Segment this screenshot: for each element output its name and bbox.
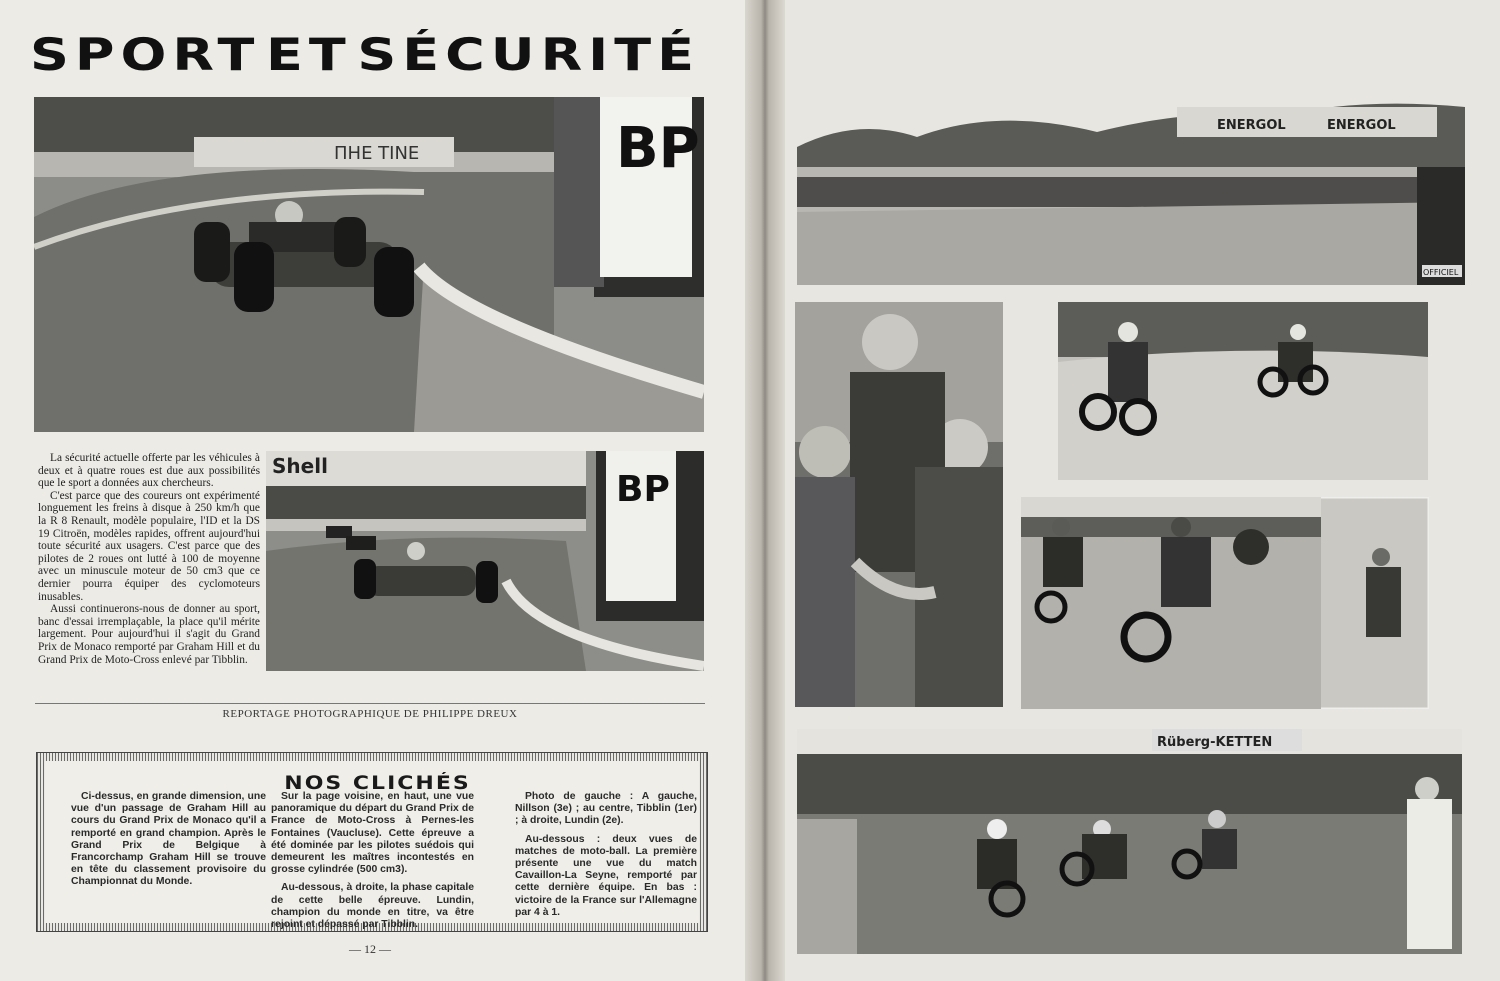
- caption-paragraph: Sur la page voisine, en haut, une vue panoramique du départ du Grand Prix de France de Moto-Cross à Pernes-les Fontaines (Vaucluse). Cette épreuve a été dominée par les pilotes suédois qui demeurent les maîtres incontestés en grosse cylindrée (500 cm3).: [271, 791, 474, 876]
- title-word-sport: SPORT: [30, 28, 261, 81]
- photo-motocross-start: [797, 37, 1465, 285]
- shell-sign-text: Shell: [272, 454, 328, 478]
- photo-monaco-small: [266, 451, 704, 671]
- photo-monaco-large: [34, 97, 704, 432]
- page-title: [30, 30, 700, 79]
- nos-cliches-column-3: [515, 791, 697, 925]
- caption-paragraph: Au-dessous, à droite, la phase capitale de cette belle épreuve. Lundin, champion du monde en titre, va être rejoint et dépassé par Tibblin.: [271, 882, 474, 931]
- energol-sign-1: ENERGOL: [1217, 118, 1286, 133]
- credit-rule-top: [35, 703, 705, 704]
- nos-cliches-title: NOS CLICHÉS: [284, 772, 471, 795]
- caption-paragraph: Photo de gauche : A gauche, Nillson (3e) ; au centre, Tibblin (1er) ; à droite, Lundin (2e).: [515, 791, 697, 827]
- bp-sign-text: BP: [616, 116, 700, 181]
- binding-gutter: [745, 0, 785, 981]
- caption-paragraph: Ci-dessus, en grande dimension, une vue d'un passage de Graham Hill au cours du Grand Prix de Monaco qu'il a remporté en grand champion. Après le Grand Prix de Belgique à Francorchamp Graham Hill se trouve en tête du classement provisoire du Championnat du Monde.: [71, 791, 266, 888]
- article-body: [38, 452, 260, 666]
- title-word-et: ET: [265, 28, 352, 81]
- ketten-banner: Rüberg-KETTEN: [1157, 735, 1273, 750]
- photo-riders-portrait: [795, 302, 1003, 707]
- right-page: [785, 0, 1500, 981]
- title-word-securite: SÉCURITÉ: [357, 28, 700, 81]
- photo-credit: REPORTAGE PHOTOGRAPHIQUE DE PHILIPPE DREUX: [222, 708, 518, 720]
- energol-sign-2: ENERGOL: [1327, 118, 1396, 133]
- bp-sign-text-small: BP: [616, 469, 670, 510]
- officiel-armband: OFFICIEL: [1423, 268, 1459, 277]
- photo-motoball-match: [1021, 497, 1429, 709]
- caption-paragraph: Au-dessous : deux vues de matches de moto-ball. La première présente une vue du match Cavaillon-La Seyne, remporté par cette dernière équipe. En bas : victoire de la France sur l'Allemagne par 4 à 1.: [515, 833, 697, 918]
- nos-cliches-column-2: [271, 791, 474, 937]
- article-paragraph: Aussi continuerons-nous de donner au sport, banc d'essai irremplaçable, la place qu'il mérite largement. Pour aujourd'hui il s'agit du Grand Prix de Monaco remporté par Graham Hill et du Grand Prix de Moto-Cross enlevé par Tibblin.: [38, 603, 260, 666]
- photo-france-germany: [797, 729, 1462, 954]
- article-paragraph: C'est parce que des coureurs ont expérimenté longuement les freins à disque à 250 km/h que la R 8 Renault, modèle populaire, l'ID et la DS 19 Citroën, modèles rapides, offrent aujourd'hui toute sécurité aux usagers. C'est parce que des pilotes de 2 roues ont lutté à 100 de moyenne avec un minuscule moteur de 50 cm3 que ce dernier pourra équiper des cyclomoteurs inusables.: [38, 489, 260, 603]
- svg-text:ПНЕ TINE: ПНЕ TINE: [334, 143, 420, 164]
- nos-cliches-box: [36, 752, 708, 932]
- nos-cliches-column-1: [71, 791, 266, 895]
- page-number: — 12 —: [349, 942, 391, 956]
- photo-motocross-duel: [1058, 302, 1428, 480]
- article-paragraph: La sécurité actuelle offerte par les véhicules à deux et à quatre roues est due aux possibilités que le sport a données aux chercheurs.: [38, 452, 260, 490]
- left-page: [0, 0, 745, 981]
- nos-cliches-inner: [45, 761, 699, 931]
